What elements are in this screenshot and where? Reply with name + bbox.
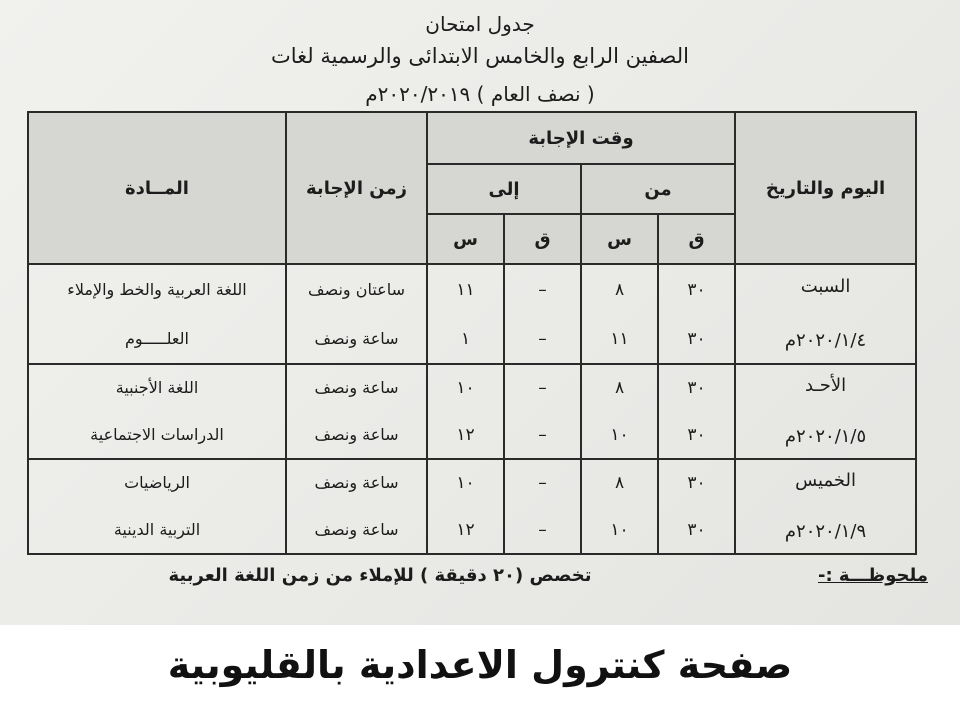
to-hour: ١ xyxy=(460,328,471,349)
row-day: الخميس xyxy=(795,469,856,491)
duration: ساعة ونصف xyxy=(314,378,399,398)
to-hour: ١٠ xyxy=(456,378,475,399)
from-minute: ٣٠ xyxy=(687,378,706,399)
to-hour: ١١ xyxy=(456,279,475,300)
from-hour: ٨ xyxy=(614,279,625,300)
duration: ساعة ونصف xyxy=(314,519,399,539)
footer-caption: صفحة كنترول الاعدادية بالقليوبية xyxy=(167,643,793,687)
document-title: جدول امتحان xyxy=(425,12,535,36)
table-row xyxy=(28,364,916,459)
to-hour: ١٢ xyxy=(456,519,475,540)
to-minute: – xyxy=(538,519,547,540)
row-date: ٢٠٢٠/١/٥م xyxy=(784,426,867,448)
header-day-date: اليوم والتاريخ xyxy=(735,112,916,264)
subject: اللغة الأجنبية xyxy=(115,378,199,398)
duration: ساعة ونصف xyxy=(314,328,399,348)
row-day: الأحـد xyxy=(804,374,847,396)
header-subject: المــادة xyxy=(28,112,286,264)
from-minute: ٣٠ xyxy=(687,328,706,349)
header-to-minute: ق xyxy=(504,214,581,264)
duration: ساعتان ونصف xyxy=(308,279,405,299)
to-hour: ١٠ xyxy=(456,473,475,494)
from-hour: ٨ xyxy=(614,378,625,399)
duration: ساعة ونصف xyxy=(314,473,399,493)
to-hour: ١٢ xyxy=(456,424,475,445)
from-minute: ٣٠ xyxy=(687,473,706,494)
note-text: تخصص (٢٠ دقيقة ) للإملاء من زمن اللغة العربية xyxy=(168,565,592,586)
row-date: ٢٠٢٠/١/٤م xyxy=(784,330,867,351)
note-label: ملحوظـــة :- xyxy=(817,565,928,586)
from-hour: ١١ xyxy=(610,328,629,349)
subject: اللغة العربية والخط والإملاء xyxy=(67,279,247,299)
header-from-hour: س xyxy=(581,214,658,264)
to-minute: – xyxy=(538,279,547,300)
table-row xyxy=(28,264,916,364)
from-hour: ٨ xyxy=(614,473,625,494)
to-minute: – xyxy=(538,424,547,445)
header-to: إلى xyxy=(427,164,581,214)
document-subtitle: الصفين الرابع والخامس الابتدائى والرسمية لغات xyxy=(271,44,689,68)
header-from: من xyxy=(581,164,735,214)
footer-banner xyxy=(0,625,960,716)
from-minute: ٣٠ xyxy=(687,519,706,540)
from-hour: ١٠ xyxy=(610,424,629,445)
subject: الدراسات الاجتماعية xyxy=(90,424,224,444)
subject: العلـــــوم xyxy=(125,328,189,348)
header-from-minute: ق xyxy=(658,214,735,264)
from-minute: ٣٠ xyxy=(687,424,706,445)
duration: ساعة ونصف xyxy=(314,424,399,444)
exam-schedule-table xyxy=(27,111,917,555)
from-minute: ٣٠ xyxy=(687,279,706,300)
row-day: السبت xyxy=(800,276,851,297)
subject: التربية الدينية xyxy=(113,519,201,539)
to-minute: – xyxy=(538,328,547,349)
header-to-hour: س xyxy=(427,214,504,264)
to-minute: – xyxy=(538,378,547,399)
header-duration: زمن الإجابة xyxy=(286,112,427,264)
to-minute: – xyxy=(538,473,547,494)
row-date: ٢٠٢٠/١/٩م xyxy=(784,521,867,543)
document-term: ( نصف العام ) ٢٠٢٠/٢٠١٩م xyxy=(365,82,595,106)
table-row xyxy=(28,459,916,554)
header-answer-time: وقت الإجابة xyxy=(427,112,735,164)
from-hour: ١٠ xyxy=(610,519,629,540)
subject: الرياضيات xyxy=(124,473,190,493)
